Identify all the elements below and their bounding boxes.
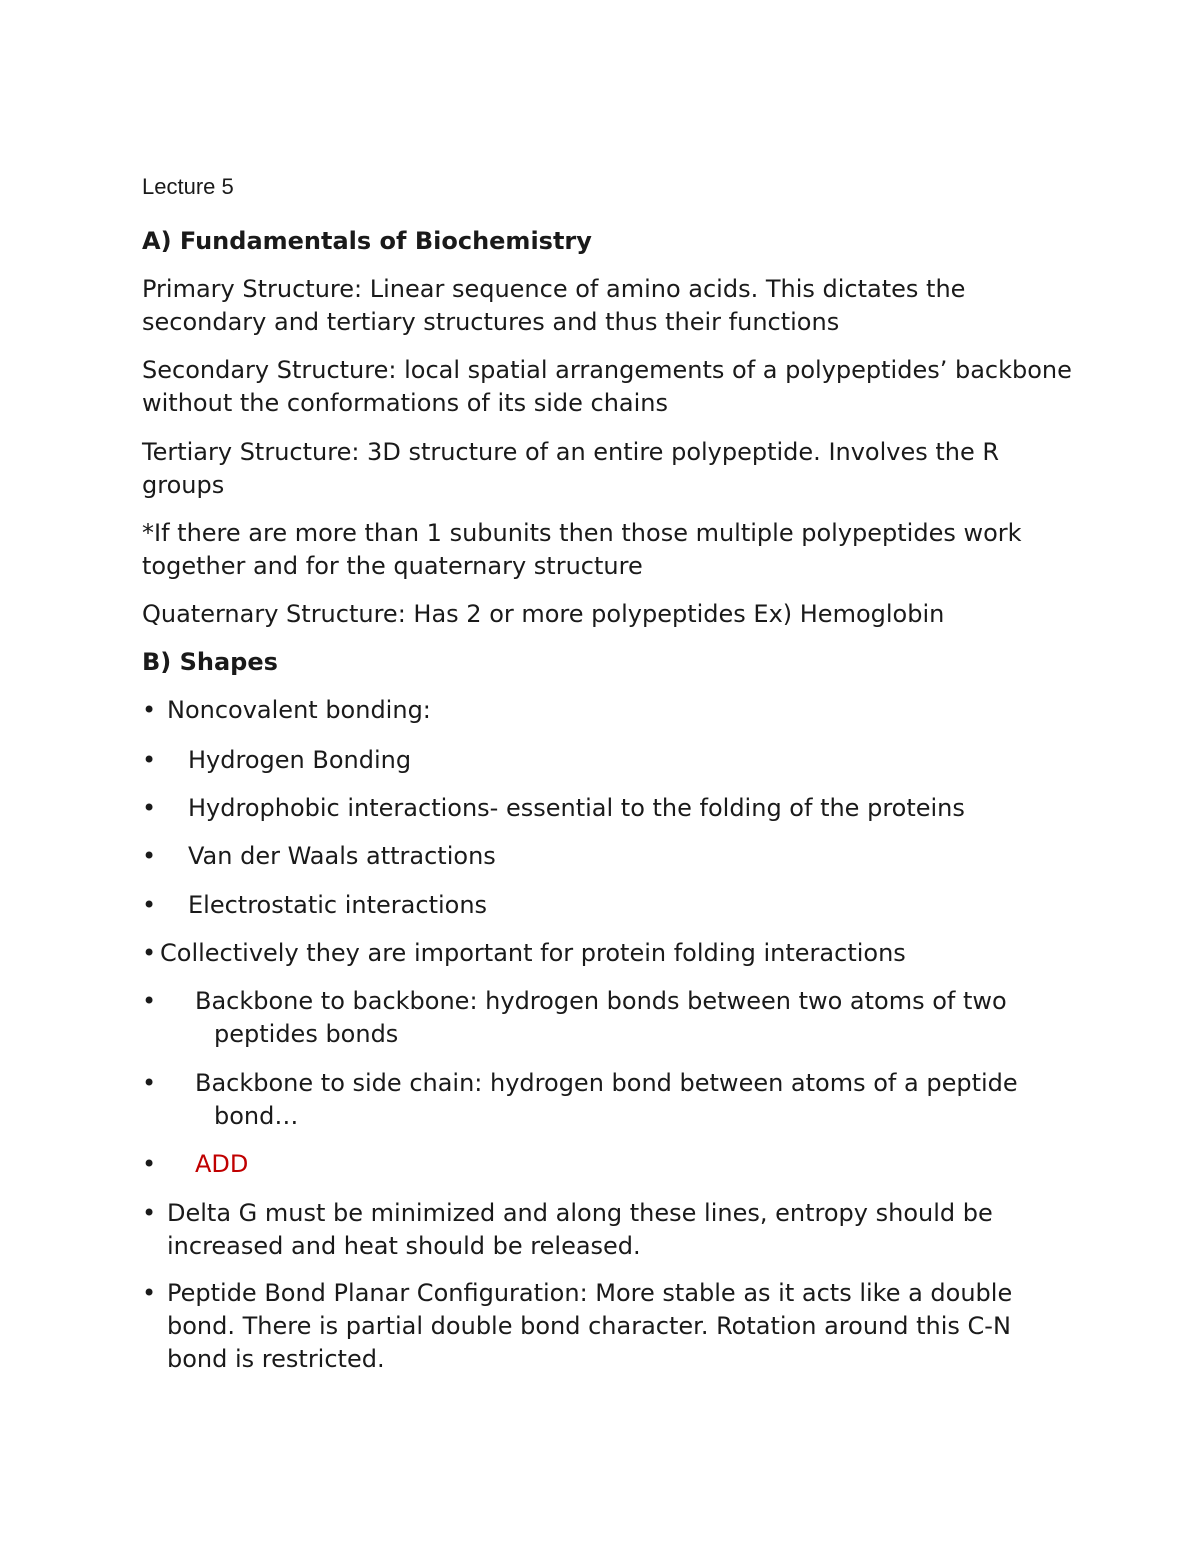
tertiary-structure-line-1: Tertiary Structure: 3D structure of an entire polypeptide. Involves the R bbox=[142, 438, 1000, 466]
subunit-note-line-2: together and for the quaternary structure bbox=[142, 552, 643, 580]
add-placeholder: ADD bbox=[195, 1150, 249, 1178]
quaternary-structure: Quaternary Structure: Has 2 or more polypeptides Ex) Hemoglobin bbox=[142, 600, 945, 628]
delta-g-line-2: increased and heat should be released. bbox=[167, 1232, 641, 1260]
bullet-icon: • bbox=[142, 746, 157, 774]
electrostatic-interactions: Electrostatic interactions bbox=[188, 891, 488, 919]
bullet-icon: • bbox=[142, 842, 157, 870]
tertiary-structure-line-2: groups bbox=[142, 471, 225, 499]
backbone-to-side-chain-line-1: Backbone to side chain: hydrogen bond between atoms of a peptide bbox=[195, 1069, 1018, 1097]
hydrophobic-interactions: Hydrophobic interactions- essential to the folding of the proteins bbox=[188, 794, 965, 822]
peptide-bond-line-2: bond. There is partial double bond character. Rotation around this C-N bbox=[167, 1312, 1011, 1340]
bullet-icon: • bbox=[142, 794, 157, 822]
bullet-icon: • bbox=[142, 1199, 157, 1227]
bullet-icon: • bbox=[142, 891, 157, 919]
van-der-waals: Van der Waals attractions bbox=[188, 842, 496, 870]
bullet-icon: • bbox=[142, 939, 157, 967]
bullet-icon: • bbox=[142, 696, 157, 724]
section-a-heading: A) Fundamentals of Biochemistry bbox=[142, 227, 592, 255]
hydrogen-bonding: Hydrogen Bonding bbox=[188, 746, 412, 774]
backbone-to-side-chain-line-2: bond… bbox=[214, 1102, 299, 1130]
secondary-structure-line-2: without the conformations of its side chains bbox=[142, 389, 668, 417]
noncovalent-bonding: Noncovalent bonding: bbox=[167, 696, 431, 724]
bullet-icon: • bbox=[142, 1069, 157, 1097]
primary-structure-line-1: Primary Structure: Linear sequence of amino acids. This dictates the bbox=[142, 275, 966, 303]
bullet-icon: • bbox=[142, 1279, 157, 1307]
delta-g-line-1: Delta G must be minimized and along these lines, entropy should be bbox=[167, 1199, 993, 1227]
collectively-note: Collectively they are important for protein folding interactions bbox=[160, 939, 906, 967]
backbone-to-backbone-line-1: Backbone to backbone: hydrogen bonds between two atoms of two bbox=[195, 987, 1007, 1015]
backbone-to-backbone-line-2: peptides bonds bbox=[214, 1020, 399, 1048]
peptide-bond-line-3: bond is restricted. bbox=[167, 1345, 385, 1373]
subunit-note-line-1: *If there are more than 1 subunits then those multiple polypeptides work bbox=[142, 519, 1022, 547]
bullet-icon: • bbox=[142, 1150, 157, 1178]
section-b-heading: B) Shapes bbox=[142, 648, 278, 676]
secondary-structure-line-1: Secondary Structure: local spatial arrangements of a polypeptides’ backbone bbox=[142, 356, 1072, 384]
bullet-icon: • bbox=[142, 987, 157, 1015]
lecture-label: Lecture 5 bbox=[142, 174, 234, 199]
primary-structure-line-2: secondary and tertiary structures and thus their functions bbox=[142, 308, 840, 336]
peptide-bond-line-1: Peptide Bond Planar Configuration: More stable as it acts like a double bbox=[167, 1279, 1013, 1307]
